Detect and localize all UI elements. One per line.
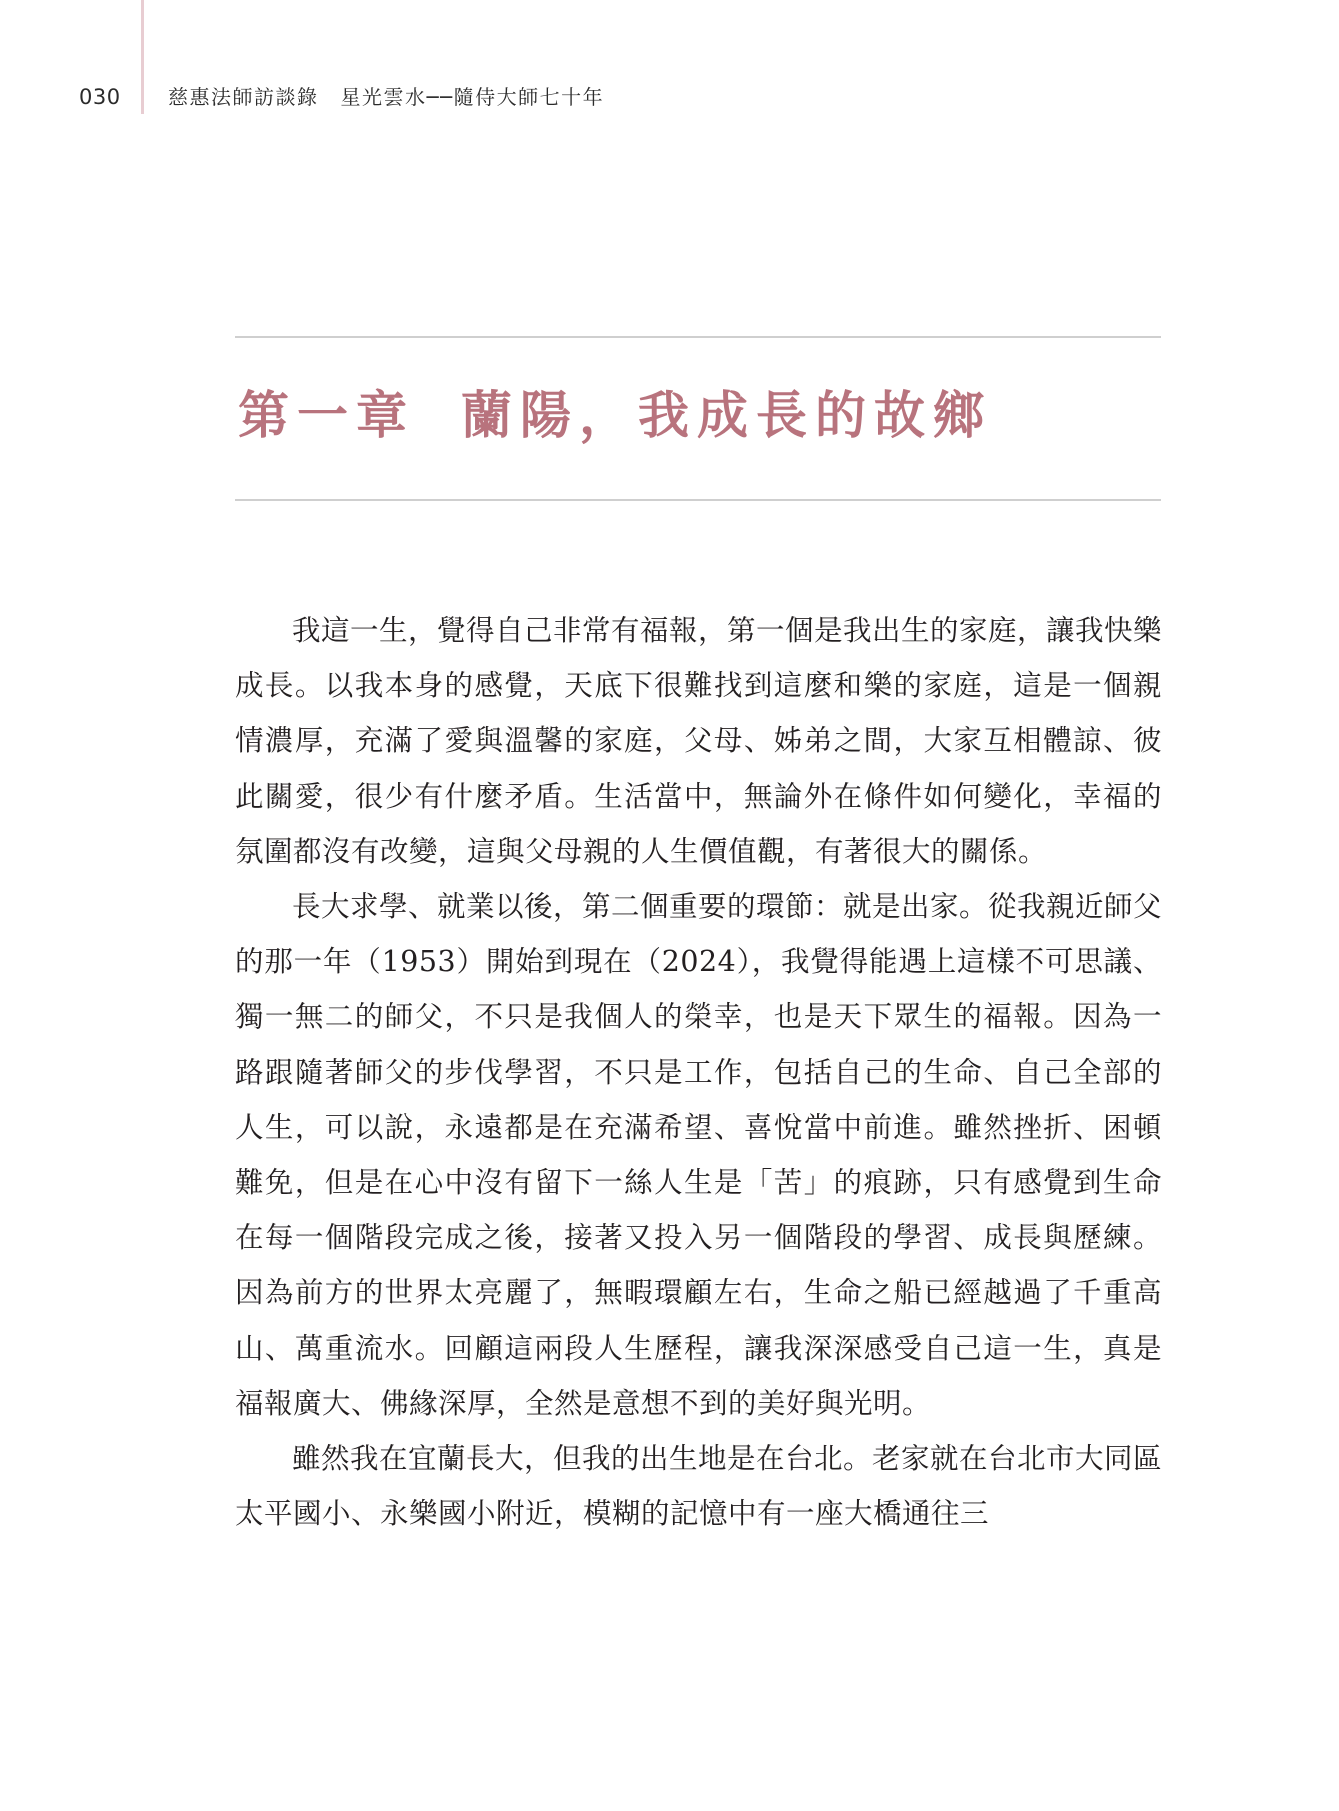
paragraph: 長大求學、就業以後，第二個重要的環節：就是出家。從我親近師父的那一年（1953）開始到現在（2024），我覺得能遇上這樣不可思議、獨一無二的師父，不只是我個人的榮幸，也是天下眾生的福報。因為一路跟隨著師父的步伐學習，不只是工作，包括自己的生命、自己全部的人生，可以說，永遠都是在充滿希望、喜悅當中前進。雖然挫折、困頓難免，但是在心中沒有留下一絲人生是「苦」的痕跡，只有感覺到生命在每一個階段完成之後，接著又投入另一個階段的學習、成長與歷練。因為前方的世界太亮麗了，無暇環顧左右，生命之船已經越過了千重高山、萬重流水。回顧這兩段人生歷程，讓我深深感受自己這一生，真是福報廣大、佛緣深厚，全然是意想不到的美好與光明。 (235, 890, 1163, 1420)
running-head-book-title: 星光雲水──隨侍大師七十年 (340, 85, 605, 109)
chapter-title: 蘭陽，我成長的故鄉 (461, 386, 993, 446)
chapter-bottom-divider (235, 499, 1161, 501)
chapter-heading (238, 383, 992, 449)
running-head-interview-title: 慈惠法師訪談錄 (168, 85, 319, 109)
body-text (235, 603, 1162, 1541)
paragraph: 雖然我在宜蘭長大，但我的出生地是在台北。老家就在台北市大同區太平國小、永樂國小附近，模糊的記憶中有一座大橋通往三 (235, 1442, 1163, 1531)
margin-rule (141, 0, 144, 114)
paragraph: 我這一生，覺得自己非常有福報，第一個是我出生的家庭，讓我快樂成長。以我本身的感覺，天底下很難找到這麼和樂的家庭，這是一個親情濃厚，充滿了愛與溫馨的家庭，父母、姊弟之間，大家互相體諒、彼此關愛，很少有什麼矛盾。生活當中，無論外在條件如何變化，幸福的氛圍都沒有改變，這與父母親的人生價值觀，有著很大的關係。 (235, 614, 1163, 868)
chapter-top-divider (235, 336, 1161, 338)
page-number: 030 (79, 85, 121, 109)
running-head (168, 84, 604, 110)
chapter-label: 第一章 (238, 386, 416, 446)
